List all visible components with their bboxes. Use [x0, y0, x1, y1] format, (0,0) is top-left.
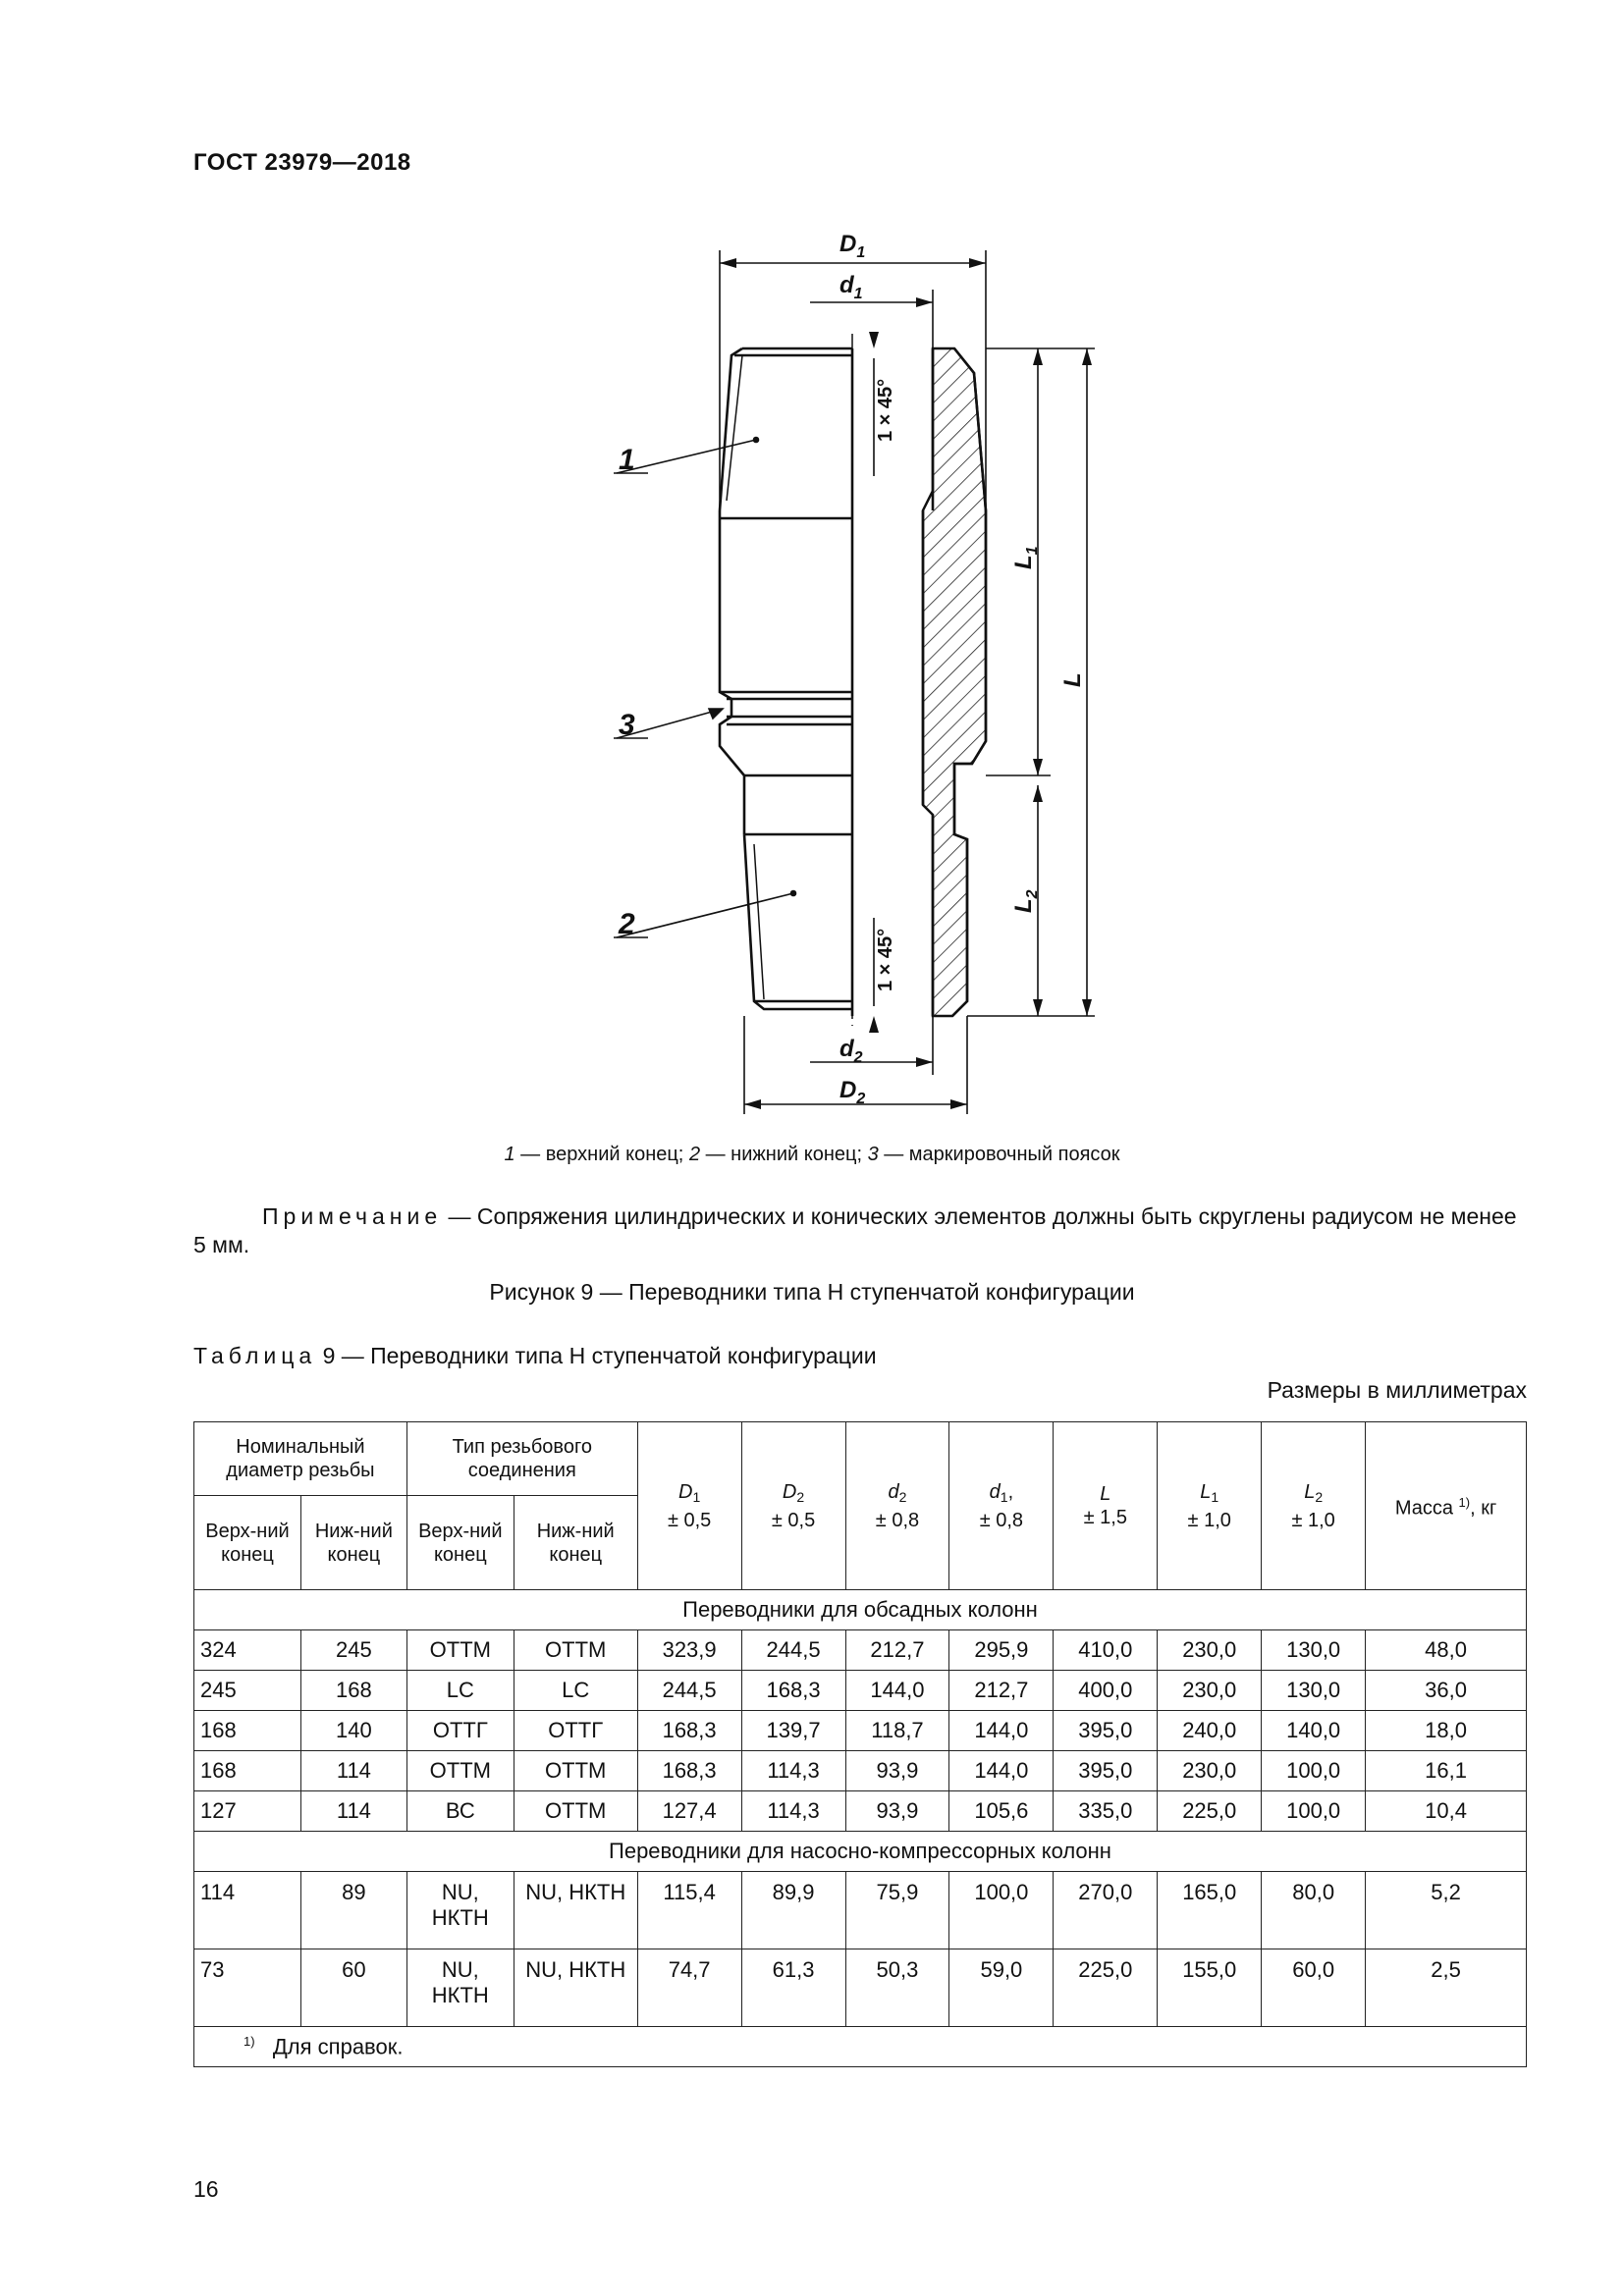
table-cell: ОТТГ: [514, 1711, 637, 1751]
table-cell: NU, НКТН: [514, 1949, 637, 2027]
table-cell: 230,0: [1158, 1630, 1262, 1671]
table-row: [194, 1791, 1527, 1832]
table-cell: 323,9: [637, 1630, 741, 1671]
table-cell: 5,2: [1366, 1872, 1527, 1949]
head-mass: Масса $^{1)}$, кг: [1366, 1422, 1527, 1590]
table-cell: 61,3: [741, 1949, 845, 2027]
table-cell: 225,0: [1158, 1791, 1262, 1832]
table-cell: 50,3: [845, 1949, 949, 2027]
dimension-arrows: [720, 258, 1092, 1109]
table-cell: 335,0: [1054, 1791, 1158, 1832]
adapter-drawing: [0, 0, 1624, 1139]
head-D2: $D_2$ ± 0,5: [741, 1422, 845, 1590]
table-cell: 324: [194, 1630, 301, 1671]
table-cell: 60: [300, 1949, 406, 2027]
table-cell: 114,3: [741, 1751, 845, 1791]
table-cell: 18,0: [1366, 1711, 1527, 1751]
head-d1: $d_1$, ± 0,8: [949, 1422, 1054, 1590]
table-cell: 80,0: [1262, 1872, 1366, 1949]
table-cell: 127: [194, 1791, 301, 1832]
table-cell: 114: [194, 1872, 301, 1949]
table-cell: 400,0: [1054, 1671, 1158, 1711]
figure-note: Примечание — Сопряжения цилиндрических и конических элементов должны быть скруглены радиусом не менее 5 мм.: [193, 1203, 1517, 1257]
table-cell: 212,7: [845, 1630, 949, 1671]
callout-1: 1: [619, 444, 635, 476]
table-cell: 16,1: [1366, 1751, 1527, 1791]
chamfer-top-label: 1 × 45°: [875, 378, 896, 442]
document-header: ГОСТ 23979—2018: [193, 149, 411, 176]
table-cell: 168,3: [741, 1671, 845, 1711]
table-cell: 139,7: [741, 1711, 845, 1751]
table-row: [194, 1630, 1527, 1671]
table-cell: 100,0: [1262, 1791, 1366, 1832]
label-d2: $d_2$: [839, 1036, 863, 1066]
table-cell: 212,7: [949, 1671, 1054, 1711]
table-cell: NU, НКТН: [406, 1872, 514, 1949]
table-cell: 410,0: [1054, 1630, 1158, 1671]
adapters-table: [193, 1421, 1527, 2067]
table-cell: 48,0: [1366, 1630, 1527, 1671]
callout-leaders: [614, 438, 796, 938]
table-cell: 245: [300, 1630, 406, 1671]
table-footnote: $^{1)}$ Для справок.: [194, 2027, 1527, 2067]
table-cell: 165,0: [1158, 1872, 1262, 1949]
table-cell: 240,0: [1158, 1711, 1262, 1751]
table-cell: 93,9: [845, 1751, 949, 1791]
table-cell: 140: [300, 1711, 406, 1751]
table-cell: 225,0: [1054, 1949, 1158, 2027]
table-cell: 10,4: [1366, 1791, 1527, 1832]
table-row: [194, 1872, 1527, 1949]
table-cell: 168: [194, 1751, 301, 1791]
head-D1: $D_1$ ± 0,5: [637, 1422, 741, 1590]
table-cell: ВС: [406, 1791, 514, 1832]
table-cell: 2,5: [1366, 1949, 1527, 2027]
head-lower-thread: Ниж-ний конец: [514, 1496, 637, 1590]
table-cell: LC: [514, 1671, 637, 1711]
units-note: Размеры в миллиметрах: [1267, 1377, 1527, 1403]
table-cell: ОТТГ: [406, 1711, 514, 1751]
table-cell: 130,0: [1262, 1630, 1366, 1671]
table-row: [194, 1671, 1527, 1711]
table-cell: 60,0: [1262, 1949, 1366, 2027]
chamfer-bottom-label: 1 × 45°: [875, 928, 896, 991]
table-cell: 115,4: [637, 1872, 741, 1949]
table-cell: 93,9: [845, 1791, 949, 1832]
table-cell: 230,0: [1158, 1671, 1262, 1711]
table-cell: 36,0: [1366, 1671, 1527, 1711]
table-cell: 395,0: [1054, 1711, 1158, 1751]
table-cell: 295,9: [949, 1630, 1054, 1671]
dimension-lines: [720, 250, 1095, 1114]
table-cell: ОТТМ: [406, 1751, 514, 1791]
table-cell: 100,0: [1262, 1751, 1366, 1791]
table-cell: 74,7: [637, 1949, 741, 2027]
figure-caption: Рисунок 9 — Переводники типа Н ступенчатой конфигурации: [489, 1279, 1135, 1305]
label-d1: $d_1$: [839, 272, 863, 302]
label-L2: $L_2$: [1010, 889, 1041, 913]
table-cell: 89,9: [741, 1872, 845, 1949]
table-cell: ОТТМ: [514, 1791, 637, 1832]
head-lower: Ниж-ний конец: [300, 1496, 406, 1590]
table-cell: 130,0: [1262, 1671, 1366, 1711]
table-cell: ОТТМ: [514, 1630, 637, 1671]
table-cell: 105,6: [949, 1791, 1054, 1832]
table-cell: 114: [300, 1751, 406, 1791]
table-cell: 270,0: [1054, 1872, 1158, 1949]
table-cell: 127,4: [637, 1791, 741, 1832]
table-cell: 395,0: [1054, 1751, 1158, 1791]
table-cell: 114: [300, 1791, 406, 1832]
head-upper: Верх-ний конец: [194, 1496, 301, 1590]
table-cell: 140,0: [1262, 1711, 1366, 1751]
table-cell: 89: [300, 1872, 406, 1949]
table-cell: 155,0: [1158, 1949, 1262, 2027]
table-cell: ОТТМ: [514, 1751, 637, 1791]
label-L1: $L_1$: [1010, 546, 1041, 569]
table-cell: 144,0: [845, 1671, 949, 1711]
table-cell: 168,3: [637, 1751, 741, 1791]
table-row: [194, 1711, 1527, 1751]
head-d2: $d_2$ ± 0,8: [845, 1422, 949, 1590]
table-cell: 168,3: [637, 1711, 741, 1751]
callout-3: 3: [619, 709, 635, 741]
head-thread: Тип резьбового соединения: [406, 1422, 637, 1496]
table-cell: 100,0: [949, 1872, 1054, 1949]
table-row: [194, 1949, 1527, 2027]
table-cell: 118,7: [845, 1711, 949, 1751]
head-upper-thread: Верх-ний конец: [406, 1496, 514, 1590]
table-cell: 59,0: [949, 1949, 1054, 2027]
table-cell: 73: [194, 1949, 301, 2027]
table-cell: 168: [300, 1671, 406, 1711]
label-D2: $D_2$: [839, 1077, 866, 1107]
label-L: L: [1059, 672, 1086, 687]
head-L: L ± 1,5: [1054, 1422, 1158, 1590]
page-number: 16: [193, 2176, 219, 2202]
head-L2: $L_2$ ± 1,0: [1262, 1422, 1366, 1590]
table-cell: 75,9: [845, 1872, 949, 1949]
table-row: [194, 1751, 1527, 1791]
table-cell: 244,5: [741, 1630, 845, 1671]
figure-legend: 1 — верхний конец; 2 — нижний конец; 3 — маркировочный поясок: [504, 1144, 1120, 1165]
table-cell: 168: [194, 1711, 301, 1751]
section-casing: Переводники для обсадных колонн: [194, 1590, 1527, 1630]
table-cell: NU, НКТН: [514, 1872, 637, 1949]
section-tubing: Переводники для насосно-компрессорных колонн: [194, 1832, 1527, 1872]
head-nominal: Номинальный диаметр резьбы: [194, 1422, 407, 1496]
table-cell: 244,5: [637, 1671, 741, 1711]
table-cell: LC: [406, 1671, 514, 1711]
callout-2: 2: [619, 908, 635, 940]
head-L1: $L_1$ ± 1,0: [1158, 1422, 1262, 1590]
table-cell: 245: [194, 1671, 301, 1711]
table-cell: 114,3: [741, 1791, 845, 1832]
label-D1: $D_1$: [839, 231, 866, 261]
table-cell: 144,0: [949, 1751, 1054, 1791]
table-caption: Таблица 9 — Переводники типа Н ступенчатой конфигурации: [193, 1343, 877, 1368]
table-cell: NU, НКТН: [406, 1949, 514, 2027]
table-cell: 230,0: [1158, 1751, 1262, 1791]
table-cell: ОТТМ: [406, 1630, 514, 1671]
table-cell: 144,0: [949, 1711, 1054, 1751]
